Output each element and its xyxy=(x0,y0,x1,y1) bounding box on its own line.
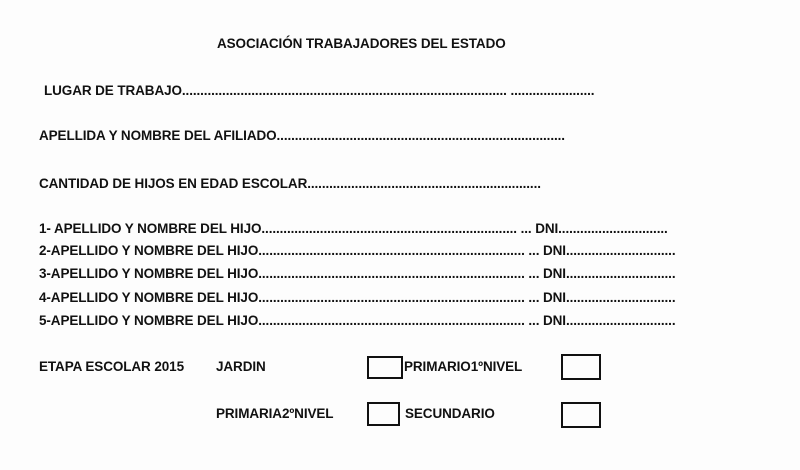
secundario-checkbox[interactable] xyxy=(561,402,601,428)
primaria2-checkbox[interactable] xyxy=(367,402,400,426)
child-row-5[interactable]: 5-APELLIDO Y NOMBRE DEL HIJO......................................................................... ... DNI.............................. xyxy=(39,313,676,328)
primario1-label: PRIMARIO1ºNIVEL xyxy=(404,359,523,374)
school-stage-label: ETAPA ESCOLAR 2015 xyxy=(39,359,184,374)
children-count-field[interactable]: CANTIDAD DE HIJOS EN EDAD ESCOLAR................................................................ xyxy=(39,176,541,191)
child-row-2[interactable]: 2-APELLIDO Y NOMBRE DEL HIJO......................................................................... ... DNI.............................. xyxy=(39,243,676,258)
primaria2-label: PRIMARIA2ºNIVEL xyxy=(216,406,334,421)
child-row-4[interactable]: 4-APELLIDO Y NOMBRE DEL HIJO......................................................................... ... DNI.............................. xyxy=(39,290,676,305)
child-row-1[interactable]: 1- APELLIDO Y NOMBRE DEL HIJO...................................................................... ... DNI.............................. xyxy=(39,221,668,236)
secundario-label: SECUNDARIO xyxy=(405,406,495,421)
child-row-3[interactable]: 3-APELLIDO Y NOMBRE DEL HIJO......................................................................... ... DNI.............................. xyxy=(39,266,676,281)
jardin-checkbox[interactable] xyxy=(367,356,403,379)
form-title: ASOCIACIÓN TRABAJADORES DEL ESTADO xyxy=(217,36,506,51)
primario1-checkbox[interactable] xyxy=(561,354,601,380)
affiliate-name-field[interactable]: APELLIDA Y NOMBRE DEL AFILIADO............................................................................... xyxy=(39,128,565,143)
jardin-label: JARDIN xyxy=(216,359,266,374)
workplace-field[interactable]: LUGAR DE TRABAJO......................................................................................... ....................... xyxy=(44,83,595,98)
